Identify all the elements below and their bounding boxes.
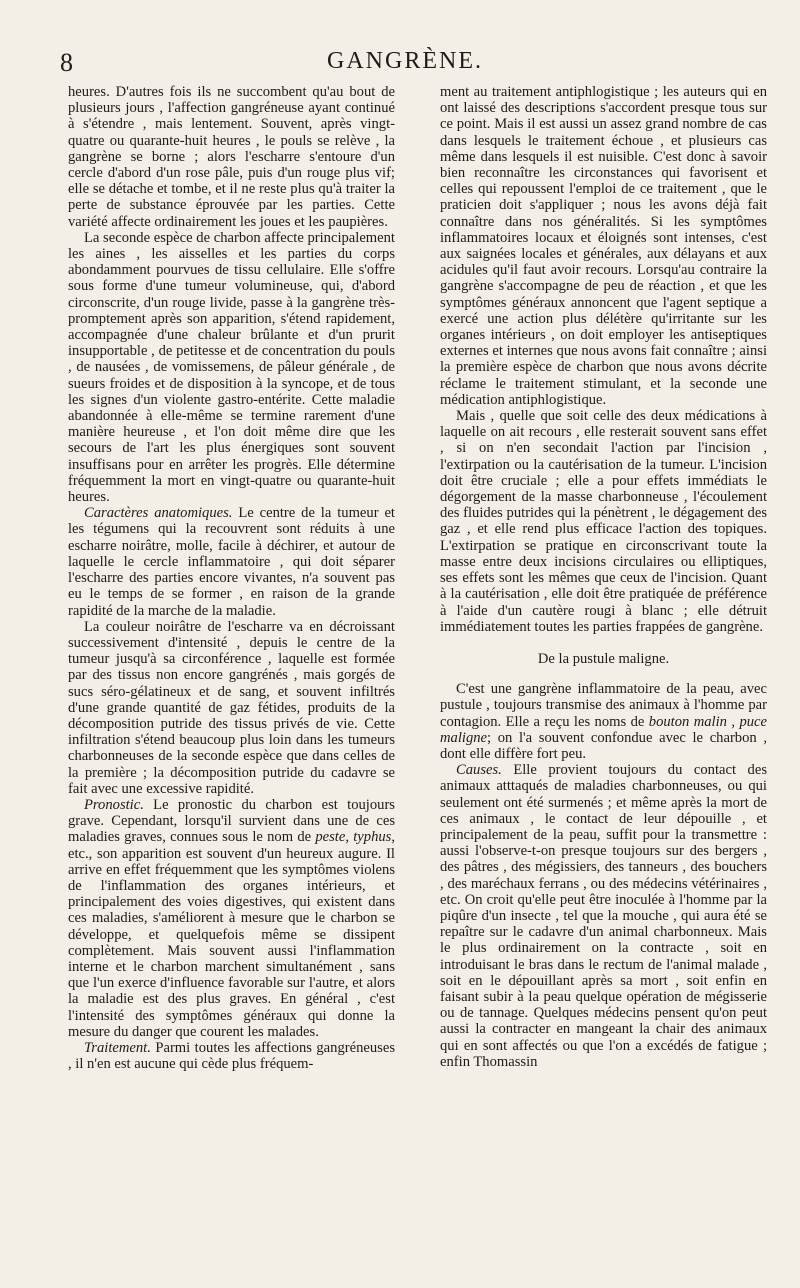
page-number: 8 — [60, 48, 74, 77]
paragraph — [68, 505, 395, 618]
section-heading: De la pustule maligne. — [537, 650, 670, 667]
right-column — [440, 84, 767, 1070]
paragraph — [440, 762, 767, 1070]
paragraph-text: Le pronostic du charbon est toujours grave. Cependant, lorsqu'il survient dans une de ces maladies graves, connues sous le nom de — [68, 796, 395, 846]
paragraph: La couleur noirâtre de l'escharre va en décroissant successivement d'intensité , depuis le centre de la tumeur jusqu'à sa circonférence , laquelle est formée par des tissus non encore gangrénés , mais gorgés de sucs séro-gélatineux et de sang, et souvent infiltrés d'une grande quantité de gaz fétides, produits de la décomposition putride des tissus privés de vie. Cette infiltration s'étend beaucoup plus loin dans les tumeurs charbonneuses de la seconde espèce que dans celles de la première ; la décomposition putride du cadavre se fait avec une excessive rapidité. — [68, 618, 395, 797]
paragraph — [68, 797, 395, 1040]
running-title: GANGRÈNE. — [327, 48, 483, 74]
paragraph-text: ; on l'a souvent confondue avec le charbon , dont elle diffère fort peu. — [440, 729, 767, 762]
paragraph: La seconde espèce de charbon affecte principalement les aines , les aisselles et les parties du corps abondamment pourvues de tissu cellulaire. Elle s'offre sous forme d'une tumeur volumineuse, qui, d'abord circonscrite, d'un rouge livide, passe à la gangrène très-promptement après son apparition, s'étend rapidement, accompagnée d'une chaleur brûlante et d'un prurit insupportable , de petitesse et de concentration du pouls , de nausées , de vomissemens, de pâleur générale , de sueurs froides et de disposition à la syncope, et de tous les signes d'un violente gastro-entérite. Cette maladie abandonnée à elle-même se termine rarement d'une manière heureuse , et l'on doit même dire que les secours de l'art les plus énergiques sont souvent insuffisans pour en arrêter les progrès. Elle détermine fréquemment la mort en vingt-quatre ou quarante-huit heures. — [68, 229, 395, 506]
section-lead: Causes. — [456, 762, 502, 779]
paragraph — [68, 1040, 395, 1072]
paragraph-text: Le centre de la tumeur et les tégumens qui la recouvrent sont réduits à une escharre noirâtre, molle, facile à déchirer, et autour de laquelle le cercle inflammatoire , qui doit séparer l'escharre des parties encore vivantes, n'a souvent pas eu le temps de se former , en raison de la grande rapidité de la marche de la maladie. — [68, 505, 395, 619]
paragraph-text: , — [345, 829, 354, 846]
paragraph: Mais , quelle que soit celle des deux médications à laquelle on ait recours , elle resterait souvent sans effet , si on n'en secondait l'action par l'incision , l'extirpation ou la cautérisation de la tumeur. L'incision doit être cruciale ; elle a pour effets immédiats le dégorgement de la masse charbonneuse , l'écoulement des fluides putrides qui la pénètrent , le dégagement des gaz , et elle rend plus efficace l'action des topiques. L'extirpation se pratique en circonscrivant toute la masse entre deux incisions circulaires ou elliptiques, ses effets sont les mêmes que ceux de l'incision. Quant à la cautérisation , elle doit être pratiquée de préférence à l'aide d'un cautère rougi à blanc ; elle détruit immédiatement toutes les parties frappées de gangrène. — [440, 408, 767, 635]
paragraph — [440, 681, 767, 762]
paragraph: heures. D'autres fois ils ne succombent qu'au bout de plusieurs jours , l'affection gangréneuse ayant continué à s'étendre , mais lentement. Souvent, après vingt-quatre ou quarante-huit heures , le pouls se relève , la gangrène se borne ; alors l'escharre s'entoure d'un cercle d'abord d'un rose pâle, puis d'un rouge plus vif; elle se détache et tombe, et il ne reste plus qu'à traiter la perte de substance éprouvée par les parties. Cette variété affecte ordinairement les joues et les paupières. — [68, 84, 395, 230]
section-lead: Traitement. — [84, 1039, 151, 1056]
paragraph-text: Elle provient toujours du contact des animaux atttaqués de maladies charbonneuses, ou qui seulement ont été surmenés ; et même après la mort de ces animaux , le contact de leur dépouille , et principalement de la peau, suffit pour la transmettre : aussi l'observe-t-on presque toujours sur des bergers , des pâtres , des mégissiers, des tanneurs , des bouchers , des maréchaux ferrans , ou des médecins vétérinaires , etc. On croit qu'elle peut être inoculée à l'homme par la piqûre d'un insecte , tel que la mouche , qui aura été se repaître sur le cadavre d'un animal charbonneux. Mais le plus ordinairement on la contracte , soit en introduisant le bras dans le rectum de l'animal malade , soit en le dépouillant après sa mort , soit enfin en faisant subir à la peau quelque opération de mégisserie ou de tannage. Quelques médecins pensent qu'on peut aussi la contracter en mangeant la chair des animaux qui en sont affectés ou que l'on a excédés de fatigue ; enfin Thomassin — [440, 762, 767, 1070]
italic-term: puce maligne — [440, 713, 767, 746]
paragraph-text: , etc., son apparition est souvent d'un heureux augure. Il arrive en effet fréquemment que les symptômes violens de l'inflammation des organes intérieurs, et principalement des voies digestives, qui existent dans ces maladies, s'améliorent à mesure que le charbon se développe, et quelquefois même se dissipent complètement. Mais souvent aussi l'inflammation interne et le charbon marchent simultanément , sans que l'un exerce d'influence favorable sur l'autre, et alors la maladie est des plus graves. En général , c'est l'intensité des symptômes généraux qui donne la mesure du danger que courent les malades. — [68, 829, 396, 1040]
italic-term: bouton malin — [648, 713, 727, 730]
paragraph-text: Parmi toutes les affections gangréneuses , il n'en est aucune qui cède plus fréquem- — [68, 1039, 395, 1073]
paragraph-text: C'est une gangrène inflammatoire de la peau, avec pustule , toujours transmise des animaux à l'homme par contagion. Elle a reçu les noms de — [440, 681, 767, 730]
italic-term: typhus — [353, 829, 392, 846]
page-header — [60, 48, 750, 88]
section-lead: Caractères anatomiques. — [84, 505, 233, 522]
left-column — [68, 84, 395, 1072]
paragraph-text: , — [726, 713, 740, 730]
paragraph: ment au traitement antiphlogistique ; les auteurs qui en ont laissé des descriptions s'accordent presque tous sur ce point. Mais il est aussi un assez grand nombre de cas dans lesquels le traitement échoue , et plusieurs cas même dans lesquels il est nuisible. C'est donc à savoir bien reconnaître les circonstances qui favorisent et celles qui repoussent l'emploi de ce traitement , que le praticien doit s'appliquer ; nous les avons déjà fait connaître dans nos généralités. Si les symptômes inflammatoires locaux et éloignés sont intenses, c'est aux saignées locales et générales, aux délayans et aux acidules qu'il faut avoir recours. Lorsqu'au contraire la gangrène s'accompagne de peu de réaction , et que les symptômes généraux annoncent que l'agent septique a exercé une action plus délétère qu'irritante sur les organes intérieurs , on doit employer les antiseptiques externes et internes que nous avons fait connaître ; ainsi la première espèce de charbon que nous avons décrite réclame le traitement stimulant, et la seconde une médication antiphlogistique. — [440, 84, 767, 408]
section-lead: Pronostic. — [84, 796, 144, 813]
italic-term: peste — [315, 829, 346, 846]
